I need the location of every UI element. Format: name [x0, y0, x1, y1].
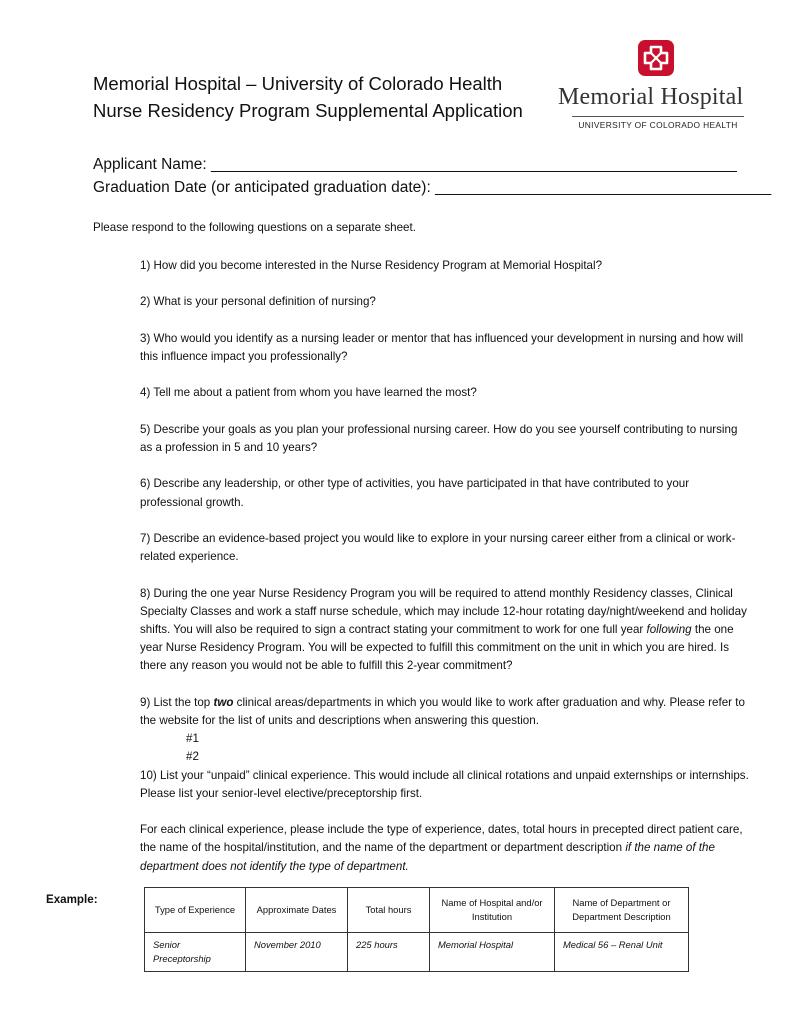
applicant-fields	[93, 153, 771, 199]
graduation-date-field[interactable]: Graduation Date (or anticipated graduation date): _______________________________________	[93, 179, 772, 196]
question-8	[140, 585, 750, 676]
question-3: 3) Who would you identify as a nursing leader or mentor that has influenced your development in nursing and how will this influence impact you professionally?	[140, 331, 744, 363]
question-9-emphasis: two	[213, 695, 234, 709]
header-cell-type: Type of Experience	[145, 888, 246, 933]
question-9-item-2: #2	[186, 750, 199, 764]
table-row	[145, 933, 689, 972]
question-2: 2) What is your personal definition of nursing?	[140, 295, 376, 309]
logo-divider	[572, 116, 744, 117]
question-list	[140, 257, 750, 894]
cell-hours: 225 hours	[348, 933, 430, 972]
table-header-row	[145, 888, 689, 933]
question-9-item-1: #1	[186, 732, 199, 746]
applicant-name-field[interactable]: Applicant Name: _____________________________________________________________	[93, 156, 737, 173]
title-line-2: Nurse Residency Program Supplemental Application	[93, 100, 523, 121]
question-8-emphasis: following	[646, 622, 692, 636]
question-9	[140, 694, 750, 730]
cell-dates: November 2010	[246, 933, 348, 972]
header-cell-hospital: Name of Hospital and/or Institution	[430, 888, 555, 933]
header-cell-dates: Approximate Dates	[246, 888, 348, 933]
question-1: 1) How did you become interested in the Nurse Residency Program at Memorial Hospital?	[140, 259, 603, 272]
header-cell-department: Name of Department or Department Description	[555, 888, 689, 933]
question-10: 10) List your “unpaid” clinical experience. This would include all clinical rotations and unpaid externships or internships. Please list your senior-level elective/preceptorship first.	[140, 768, 749, 800]
instructions-emphasis: if the name of the department does not identify the type of department.	[140, 841, 715, 873]
experience-instructions	[140, 821, 750, 876]
example-table	[144, 887, 689, 972]
logo-subtitle: UNIVERSITY OF COLORADO HEALTH	[578, 120, 738, 130]
logo-name: Memorial Hospital	[558, 84, 744, 110]
hospital-logo	[558, 40, 758, 140]
header-cell-hours: Total hours	[348, 888, 430, 933]
cell-department: Medical 56 – Renal Unit	[555, 933, 689, 972]
document-title	[93, 70, 523, 124]
question-6: 6) Describe any leadership, or other type of activities, you have participated in that have contributed to your professional growth.	[140, 477, 690, 509]
cell-type: Senior Preceptorship	[145, 933, 246, 972]
intro-text: Please respond to the following questions on a separate sheet.	[93, 221, 416, 234]
question-4: 4) Tell me about a patient from whom you have learned the most?	[140, 386, 477, 400]
question-9-text-a: 9) List the top	[140, 695, 214, 709]
question-8-text-b: the one year Nurse Residency Program. You will be expected to fulfill this commitment on the unit in which you are hired. Is there any reason you would not be able to fulfill this 2-year commitment?	[140, 622, 734, 673]
question-7: 7) Describe an evidence-based project you would like to explore in your nursing career either from a clinical or work-related experience.	[140, 531, 736, 564]
cross-icon	[638, 40, 674, 76]
title-line-1: Memorial Hospital – University of Colorado Health	[93, 73, 503, 94]
question-8-text-a: 8) During the one year Nurse Residency Program you will be required to attend monthly Residency classes, Clinical Specialty Classes and work a staff nurse schedule, which may include 12-hour rotating day/night/weekend and holiday shifts. You will also be required to sign a contract stating your commitment to work for one full year	[140, 586, 747, 636]
example-label: Example:	[46, 893, 98, 906]
instructions-text: For each clinical experience, please include the type of experience, dates, total hours in precepted direct patient care, the name of the hospital/institution, and the name of the department or department description	[140, 823, 743, 855]
question-5: 5) Describe your goals as you plan your professional nursing career. How do you see yourself contributing to nursing as a profession in 5 and 10 years?	[140, 422, 738, 454]
cell-hospital: Memorial Hospital	[430, 933, 555, 972]
question-9-text-b: clinical areas/departments in which you would like to work after graduation and why. Please refer to the website for the list of units and descriptions when answering this question.	[140, 695, 745, 727]
